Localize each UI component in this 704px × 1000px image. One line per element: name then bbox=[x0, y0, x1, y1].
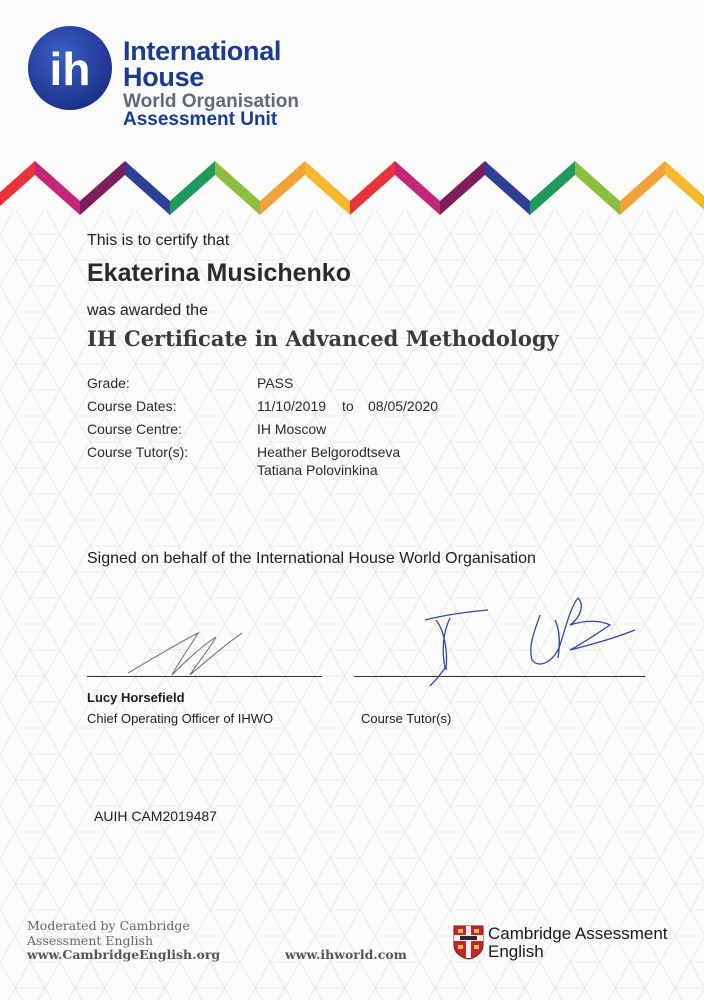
org-line-3: World Organisation bbox=[123, 91, 299, 112]
signature-right bbox=[420, 590, 650, 690]
dates-label: Course Dates: bbox=[87, 398, 177, 414]
signature-line-left bbox=[87, 676, 322, 677]
tutor-1: Heather Belgorodtseva bbox=[257, 444, 401, 460]
org-line-4: Assessment Unit bbox=[123, 109, 278, 130]
zigzag-segment bbox=[440, 161, 485, 215]
zigzag-segment bbox=[575, 161, 620, 215]
zigzag-segment bbox=[620, 161, 665, 215]
recipient-name: Ekaterina Musichenko bbox=[87, 259, 351, 287]
zigzag-segment bbox=[125, 161, 170, 215]
centre-value: IH Moscow bbox=[257, 421, 327, 437]
zigzag-segment bbox=[530, 161, 575, 215]
zigzag-segment bbox=[35, 161, 80, 215]
zigzag-segment bbox=[260, 161, 305, 215]
org-line-2: House bbox=[123, 62, 205, 92]
cambridge-logo-line-2: English bbox=[488, 942, 544, 961]
date-to-word: to bbox=[342, 398, 354, 414]
cambridge-shield-icon bbox=[453, 925, 484, 960]
cambridge-logo-text bbox=[488, 925, 668, 961]
zigzag-segment bbox=[80, 161, 125, 215]
moderated-by bbox=[27, 918, 227, 948]
tutor-caption: Course Tutor(s) bbox=[361, 711, 452, 726]
zigzag-segment bbox=[350, 161, 395, 215]
cambridge-logo-line-1: Cambridge Assessment bbox=[488, 924, 668, 943]
logo-text: ih bbox=[49, 43, 91, 95]
moderated-line-1: Moderated by Cambridge bbox=[27, 918, 190, 933]
cambridge-url: www.CambridgeEnglish.org bbox=[27, 947, 221, 962]
org-line-1: International bbox=[123, 36, 282, 66]
signer-title: Chief Operating Officer of IHWO bbox=[87, 711, 274, 726]
certify-intro: This is to certify that bbox=[87, 232, 230, 249]
zigzag-segment bbox=[395, 161, 440, 215]
ih-url: www.ihworld.com bbox=[285, 947, 407, 962]
zigzag-segment bbox=[485, 161, 530, 215]
zigzag-segment bbox=[305, 161, 350, 215]
reference-code: AUIH CAM2019487 bbox=[94, 808, 217, 824]
date-to: 08/05/2020 bbox=[368, 398, 439, 414]
grade-label: Grade: bbox=[87, 375, 130, 391]
grade-value: PASS bbox=[257, 375, 294, 391]
awarded-text: was awarded the bbox=[87, 302, 208, 319]
ih-logo bbox=[27, 25, 113, 111]
zigzag-segment bbox=[170, 161, 215, 215]
signature-line-right bbox=[354, 676, 645, 677]
moderated-line-2: Assessment English bbox=[27, 933, 154, 948]
organisation-name bbox=[123, 38, 299, 129]
signer-name: Lucy Horsefield bbox=[87, 690, 185, 705]
zigzag-segment bbox=[215, 161, 260, 215]
zigzag-ribbon bbox=[0, 160, 704, 215]
tutor-2: Tatiana Polovinkina bbox=[257, 462, 378, 478]
zigzag-segment bbox=[665, 161, 704, 215]
date-from: 11/10/2019 bbox=[257, 398, 327, 414]
signed-statement: Signed on behalf of the International House World Organisation bbox=[87, 550, 536, 567]
tutors-label: Course Tutor(s): bbox=[87, 444, 189, 460]
signature-left bbox=[120, 625, 260, 680]
centre-label: Course Centre: bbox=[87, 421, 182, 437]
zigzag-segment bbox=[0, 161, 35, 215]
qualification-title: IH Certificate in Advanced Methodology bbox=[87, 326, 559, 351]
